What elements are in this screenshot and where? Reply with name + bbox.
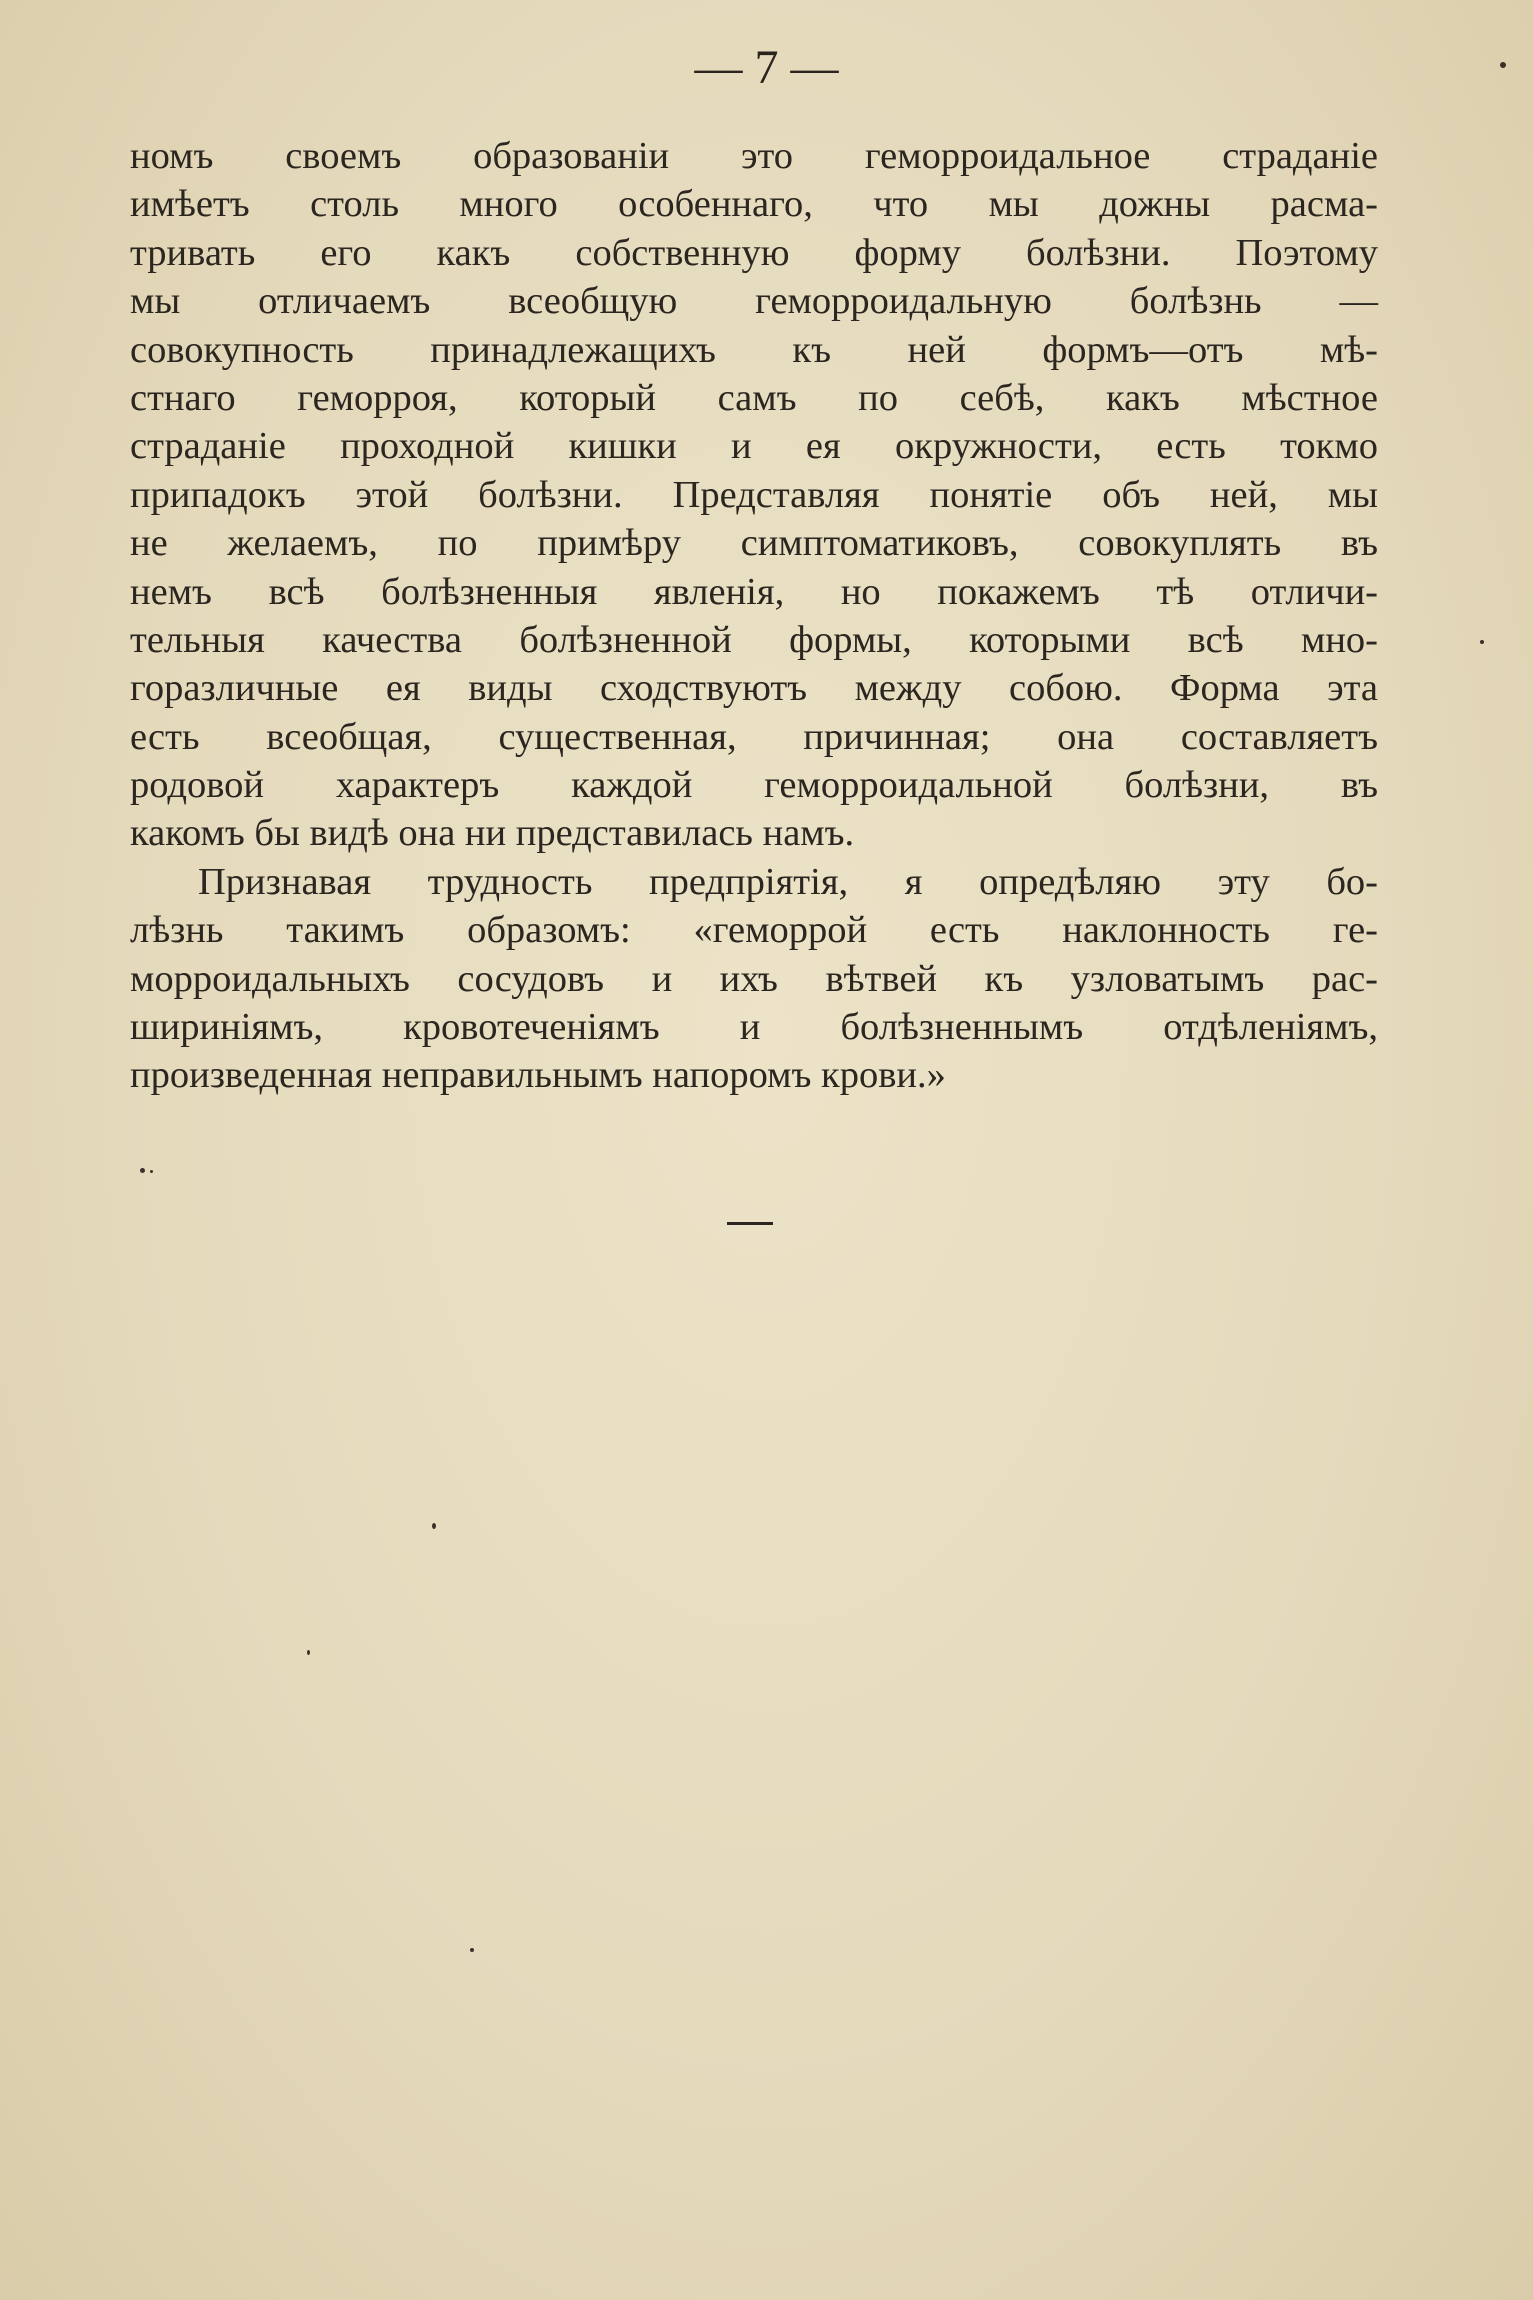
text-line: есть всеобщая, существенная, причинная; она составляетъ bbox=[130, 715, 1378, 758]
text-line: лѣзнь такимъ образомъ: «геморрой есть наклонность ге- bbox=[130, 909, 1378, 952]
text-line: совокупность принадлежащихъ къ ней формъ—отъ мѣ- bbox=[130, 328, 1378, 371]
text-line: тривать его какъ собственную форму болѣзни. Поэтому bbox=[130, 231, 1378, 274]
text-line: родовой характеръ каждой геморроидальной болѣзни, въ bbox=[130, 764, 1378, 807]
text-line: какомъ бы видѣ она ни представилась намъ. bbox=[130, 812, 855, 855]
text-line: мы отличаемъ всеобщую геморроидальную болѣзнь — bbox=[130, 280, 1378, 323]
text-line: припадокъ этой болѣзни. Представляя понятіе объ ней, мы bbox=[130, 473, 1378, 516]
text-line: морроидальныхъ сосудовъ и ихъ вѣтвей къ узловатымъ рас- bbox=[130, 957, 1378, 1000]
paper-speck bbox=[140, 1168, 145, 1173]
paper-speck bbox=[470, 1948, 474, 1952]
text-line: произведенная неправильнымъ напоромъ крови.» bbox=[130, 1054, 946, 1097]
text-line: шириніямъ, кровотеченіямъ и болѣзненнымъ отдѣленіямъ, bbox=[130, 1006, 1378, 1049]
paper-speck bbox=[432, 1523, 436, 1529]
paper-speck bbox=[150, 1170, 153, 1173]
paper-speck bbox=[307, 1650, 310, 1655]
paper-speck bbox=[1500, 62, 1506, 68]
page-number: — 7 — bbox=[694, 41, 839, 94]
text-line: стнаго геморроя, который самъ по себѣ, какъ мѣстное bbox=[130, 376, 1378, 419]
text-line: тельныя качества болѣзненной формы, которыми всѣ мно- bbox=[130, 618, 1378, 661]
text-line: страданіе проходной кишки и ея окружности, есть токмо bbox=[130, 425, 1378, 468]
paper-speck bbox=[1480, 640, 1484, 644]
body-text bbox=[130, 132, 1378, 1100]
text-line: горазличные ея виды сходствуютъ между собою. Форма эта bbox=[130, 667, 1378, 710]
text-line: немъ всѣ болѣзненныя явленія, но покажемъ тѣ отличи- bbox=[130, 570, 1378, 613]
text-line: номъ своемъ образованіи это геморроидальное страданіе bbox=[130, 135, 1378, 177]
text-line: Признавая трудность предпріятія, я опредѣляю эту бо- bbox=[198, 860, 1378, 903]
text-line: имѣетъ столь много особеннаго, что мы дожны расма- bbox=[130, 183, 1378, 226]
section-divider bbox=[727, 1222, 773, 1225]
text-line: не желаемъ, по примѣру симптоматиковъ, совокуплять въ bbox=[130, 522, 1378, 565]
